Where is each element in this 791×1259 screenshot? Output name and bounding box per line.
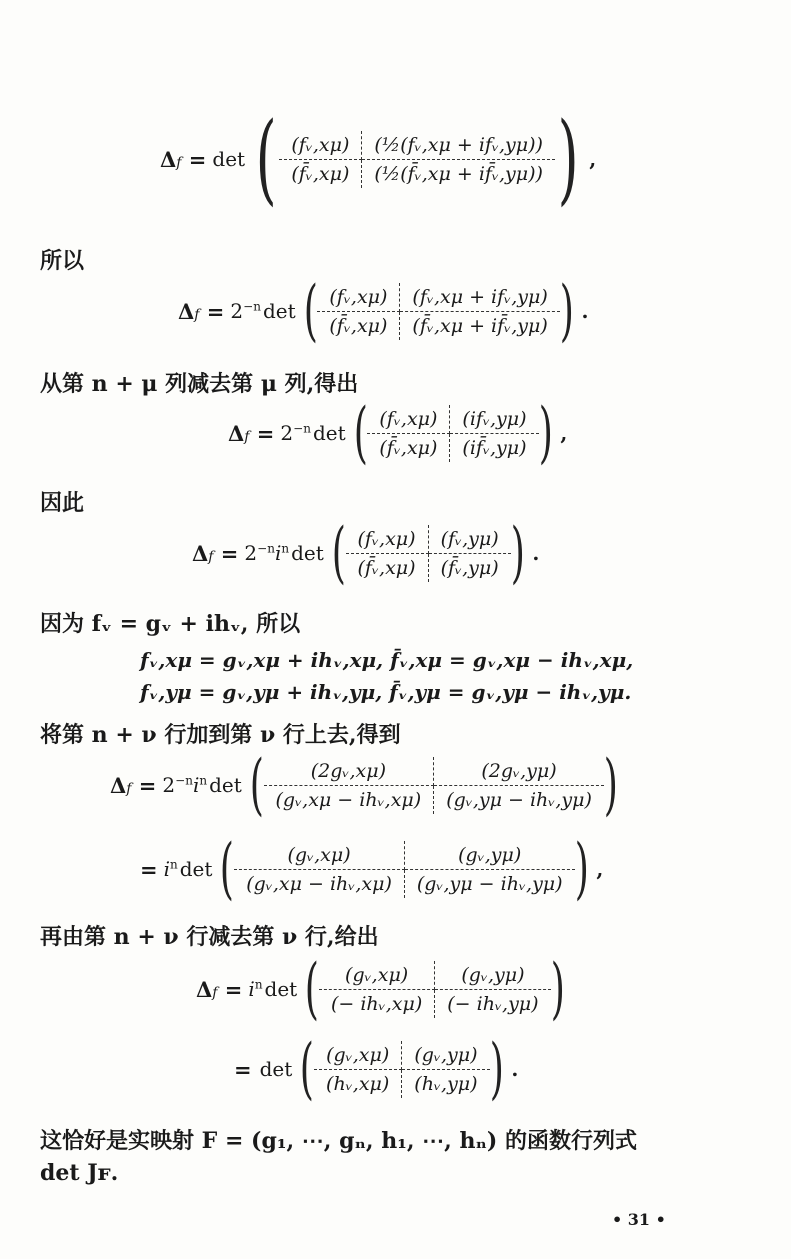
equation-4: Δf = $2^{-n}i^n$ det ( (fᵥ,xμ) (fᵥ,yμ) (f̄ᵥ,xμ) (f̄ᵥ,yμ) ) . (192, 514, 540, 591)
matrix-cell: (hᵥ,yμ) (414, 1072, 478, 1095)
matrix-cell: (gᵥ,yμ) (405, 841, 575, 870)
matrix-cell: (½(fᵥ,xμ + ifᵥ,yμ)) (362, 131, 555, 160)
matrix-cell: (gᵥ,yμ) (402, 1041, 489, 1070)
block-matrix (319, 961, 551, 1018)
body-text: 这恰好是实映射 F = (g₁, ⋯, gₙ, h₁, ⋯, hₙ) 的函数行列式 (40, 1128, 637, 1154)
det-operator: det (291, 541, 324, 565)
block-matrix (346, 525, 511, 582)
matrix-cell: (fᵥ,xμ) (346, 525, 429, 554)
equation-5: Δf = $2^{-n}i^n$ det ( (2gᵥ,xμ) (2gᵥ,yμ) (gᵥ,xμ − ihᵥ,xμ) (gᵥ,yμ − ihᵥ,yμ) ) (110, 746, 618, 823)
body-text: 因为 fᵥ = gᵥ + ihᵥ, 所以 (40, 611, 301, 637)
body-text: 将第 n + ν 行加到第 ν 行上去,得到 (40, 722, 401, 748)
block-matrix (314, 1041, 490, 1098)
matrix-cell: (f̄ᵥ,yμ) (440, 556, 499, 579)
body-text: det Jꜰ. (40, 1160, 119, 1186)
matrix-cell: (½(f̄ᵥ,xμ + if̄ᵥ,yμ)) (374, 162, 543, 185)
body-text: 从第 n + μ 列减去第 μ 列,得出 (40, 371, 359, 397)
equation-2: Δf = $2^{-n}$ det ( (fᵥ,xμ) (fᵥ,xμ + ifᵥ,yμ) (f̄ᵥ,xμ) (f̄ᵥ,xμ + if̄ᵥ,yμ) ) . (178, 272, 589, 349)
page-number: • 31 • (612, 1210, 666, 1229)
matrix-cell: (gᵥ,xμ) (234, 841, 405, 870)
det-operator: det (212, 147, 246, 171)
matrix-cell: (f̄ᵥ,xμ) (279, 160, 362, 188)
matrix-cell: (2gᵥ,xμ) (264, 757, 435, 786)
block-matrix (367, 405, 538, 462)
matrix-cell: (ifᵥ,yμ) (450, 405, 538, 434)
equation-row: fᵥ,xμ = gᵥ,xμ + ihᵥ,xμ, f̄ᵥ,xμ = gᵥ,xμ − ihᵥ,xμ, (140, 648, 634, 672)
block-matrix (234, 841, 574, 898)
body-text: 因此 (40, 490, 85, 516)
matrix-cell: (f̄ᵥ,xμ) (367, 434, 450, 462)
matrix-cell: (hᵥ,xμ) (314, 1070, 402, 1098)
matrix-cell: (fᵥ,xμ + ifᵥ,yμ) (400, 283, 559, 312)
matrix-cell: (gᵥ,yμ) (435, 961, 550, 990)
matrix-cell: (f̄ᵥ,xμ) (346, 554, 429, 582)
matrix-cell: (gᵥ,yμ − ihᵥ,yμ) (446, 788, 592, 811)
matrix-cell: (gᵥ,xμ − ihᵥ,xμ) (234, 870, 405, 898)
eq-lhs: = (234, 1056, 252, 1082)
equation-7: Δf = $i^n$ det ( (gᵥ,xμ) (gᵥ,yμ) (− ihᵥ,xμ) (− ihᵥ,yμ) ) (196, 950, 565, 1027)
matrix-cell: (gᵥ,xμ) (319, 961, 435, 990)
det-operator: det (209, 773, 242, 797)
matrix-cell: (− ihᵥ,xμ) (319, 990, 435, 1018)
equation-3: Δf = $2^{-n}$ det ( (fᵥ,xμ) (ifᵥ,yμ) (f̄ᵥ,xμ) (if̄ᵥ,yμ) ) , (228, 394, 568, 471)
matrix-cell: (2gᵥ,yμ) (434, 757, 604, 786)
matrix-cell: (gᵥ,xμ) (314, 1041, 402, 1070)
body-text: 再由第 n + ν 行减去第 ν 行,给出 (40, 924, 379, 950)
matrix-cell: (gᵥ,yμ − ihᵥ,yμ) (416, 872, 563, 895)
eq-lhs: Δf = (228, 420, 275, 446)
matrix-cell: (if̄ᵥ,yμ) (462, 436, 527, 459)
eq-lhs: Δf = (196, 976, 243, 1002)
eq-lhs: Δf = (192, 540, 239, 566)
matrix-cell: (fᵥ,yμ) (429, 525, 511, 554)
matrix-cell: (f̄ᵥ,xμ) (317, 312, 400, 340)
matrix-cell: (fᵥ,xμ) (279, 131, 362, 160)
block-matrix (264, 757, 604, 814)
det-operator: det (179, 857, 213, 881)
body-text: 所以 (40, 248, 85, 274)
eq-lhs: Δf = (110, 772, 157, 798)
matrix-cell: (fᵥ,xμ) (317, 283, 400, 312)
block-matrix (317, 283, 559, 340)
equation-row: fᵥ,yμ = gᵥ,yμ + ihᵥ,yμ, f̄ᵥ,yμ = gᵥ,yμ − ihᵥ,yμ. (140, 680, 632, 704)
det-operator: det (312, 421, 346, 445)
eq-lhs: Δf = (178, 298, 225, 324)
equation-8: = det ( (gᵥ,xμ) (gᵥ,yμ) (hᵥ,xμ) (hᵥ,yμ) ) . (234, 1030, 519, 1107)
equation-6: = $i^n$ det ( (gᵥ,xμ) (gᵥ,yμ) (gᵥ,xμ − ihᵥ,xμ) (gᵥ,yμ − ihᵥ,yμ) ) , (140, 830, 604, 907)
eq-lhs: = (140, 856, 158, 882)
det-operator: det (262, 299, 296, 323)
block-matrix (279, 131, 555, 188)
det-operator: det (259, 1057, 293, 1081)
equation-1: Δf = det ( (fᵥ,xμ) (½(fᵥ,xμ + ifᵥ,yμ)) (f̄ᵥ,xμ) (½(f̄ᵥ,xμ + if̄ᵥ,yμ)) ) , (160, 102, 597, 216)
matrix-cell: (gᵥ,xμ − ihᵥ,xμ) (264, 786, 435, 814)
matrix-cell: (− ihᵥ,yμ) (447, 992, 539, 1015)
matrix-cell: (f̄ᵥ,xμ + if̄ᵥ,yμ) (412, 314, 548, 337)
eq-lhs: Δf = (160, 146, 207, 172)
det-operator: det (264, 977, 298, 1001)
matrix-cell: (fᵥ,xμ) (367, 405, 450, 434)
